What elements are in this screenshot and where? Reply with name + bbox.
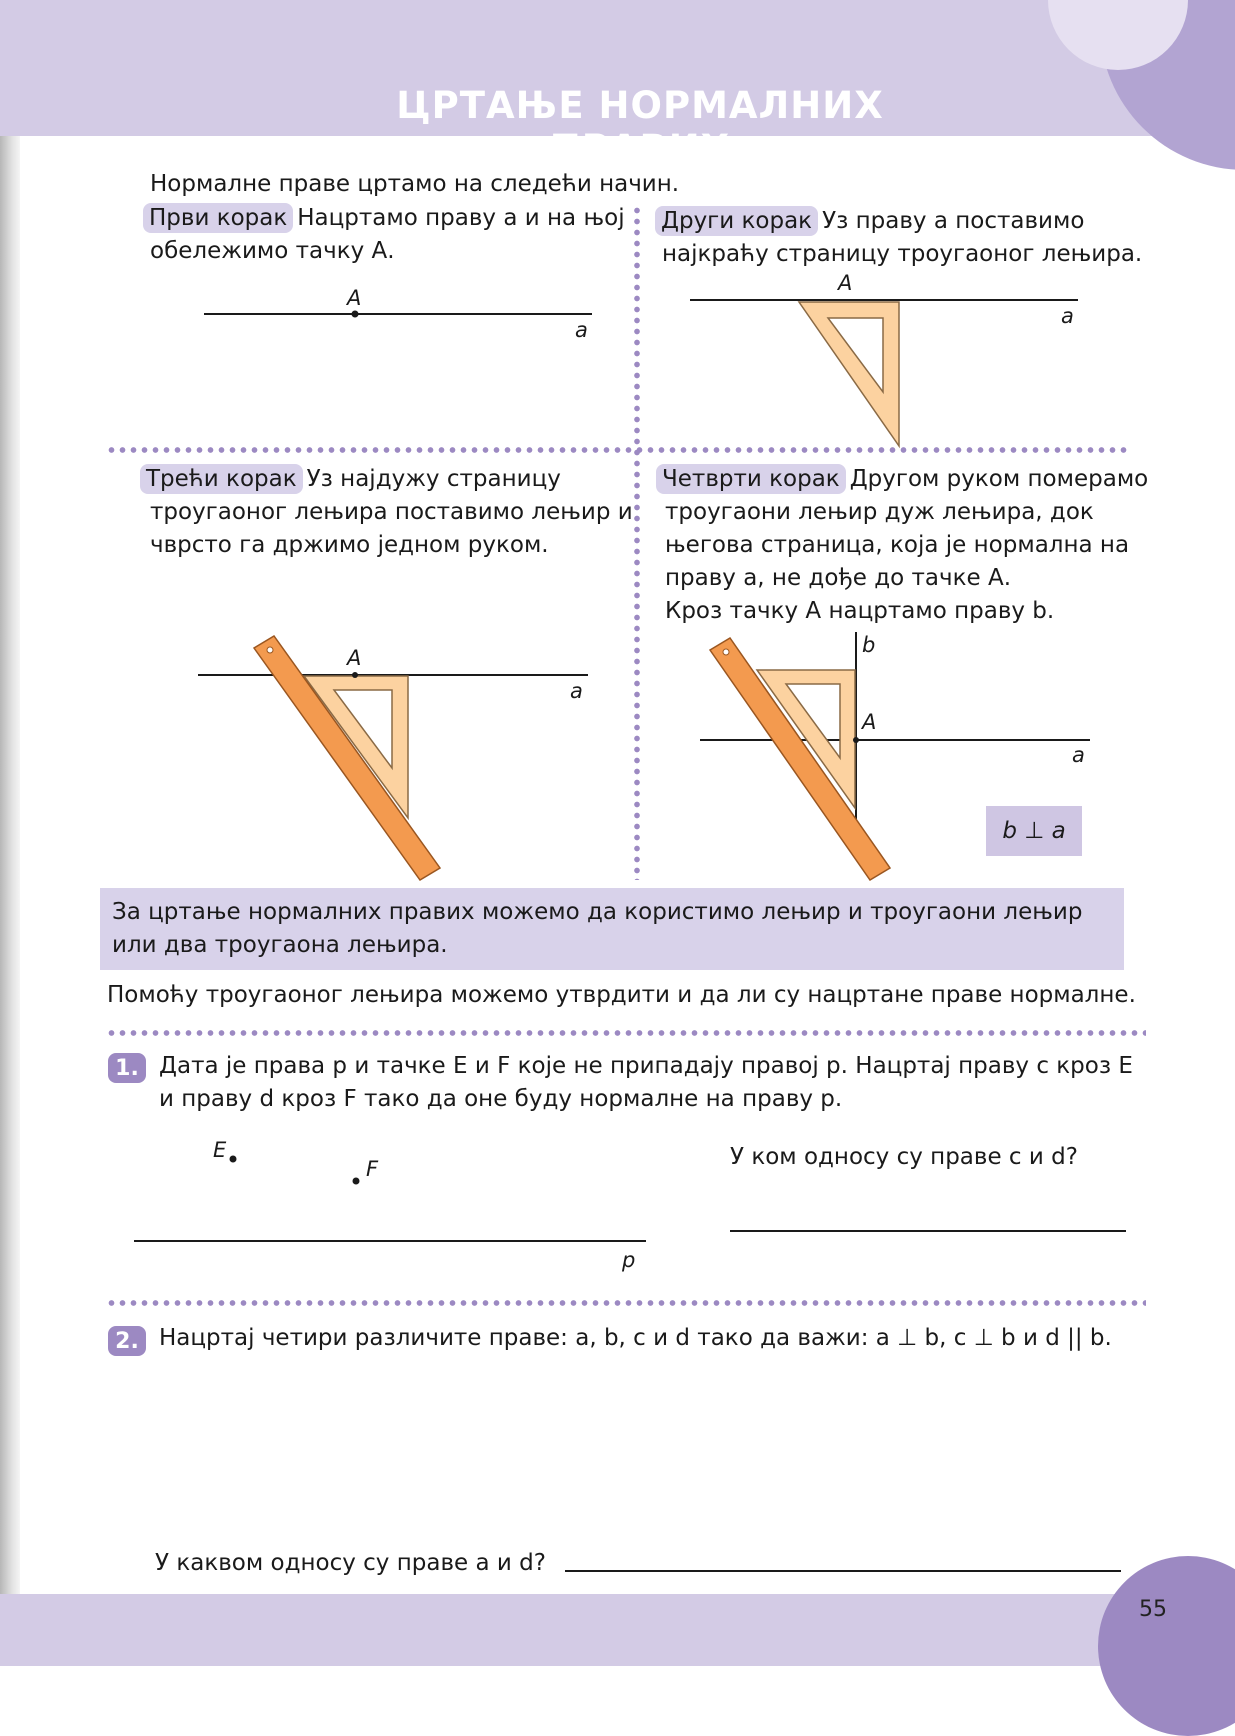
perpendicular-notation: b ⊥ a (986, 806, 1082, 856)
step-3-figure (198, 636, 588, 880)
task-1-line-2: и праву d кроз F тако да оне буду нормалне на праву p. (159, 1086, 843, 1112)
line-a-label: a (1061, 304, 1074, 328)
point-f (353, 1178, 360, 1185)
ruler-hole (723, 649, 729, 655)
line-a-label: a (575, 318, 588, 342)
step-1-figure (204, 286, 592, 342)
point-a (352, 311, 359, 318)
step-3-label: Трећи корак (140, 464, 303, 494)
step-3-line-1: Уз најдужу страницу (306, 466, 561, 492)
task-1-question: У ком односу су праве c и d? (730, 1144, 1078, 1170)
ruler-hole (267, 647, 273, 653)
line-a-label: a (1072, 743, 1085, 767)
line-p-label: p (622, 1248, 636, 1272)
point-e (230, 1156, 237, 1163)
step-1-line-1: Нацртамо праву а и на њој (297, 205, 625, 231)
set-square (304, 676, 408, 818)
point-a (352, 672, 358, 678)
task-2-question: У каквом односу су праве a и d? (155, 1550, 546, 1576)
step-4-line-5: Кроз тачку А нацртамо праву b. (665, 598, 1055, 624)
step-3-line-2: троугаоног лењира поставимо лењир и (150, 499, 633, 525)
line-a-label: a (570, 679, 583, 703)
task-1-line-1: Дата је права p и тачке E и F које не припадају правој p. Нацртај праву c кроз Е (159, 1053, 1133, 1079)
step-3-line-3: чврсто га држимо једном руком. (150, 532, 549, 558)
step-2-label: Други корак (655, 206, 818, 236)
info-box-line-2: или два троугаона лењира. (112, 932, 448, 958)
intro-text: Нормалне праве цртамо на следећи начин. (150, 171, 680, 197)
step-4-line-3: његова страница, која је нормална на (665, 532, 1130, 558)
page-title: ЦРТАЊЕ НОРМАЛНИХ ПРАВИХ (396, 84, 884, 170)
step-2-line-1: Уз праву а поставимо (822, 208, 1085, 234)
point-a (853, 737, 859, 743)
point-a-label: A (347, 286, 362, 310)
task-1-figure (134, 1138, 646, 1272)
step-1-label: Први корак (143, 203, 293, 233)
step-1-line-2: обележимо тачку А. (150, 238, 395, 264)
step-4-line-4: праву а, не дође до тачке А. (665, 565, 1011, 591)
footer-band (0, 1594, 1235, 1666)
step-4-label: Четврти корак (656, 464, 846, 494)
task-1-number: 1. (108, 1053, 146, 1083)
ruler (254, 636, 440, 880)
point-e-label: E (213, 1138, 227, 1162)
point-a-label: A (838, 271, 853, 295)
step-2-figure (690, 271, 1078, 446)
task-2-answer-line[interactable] (565, 1570, 1121, 1572)
note-text: Помоћу троугаоног лењира можемо утврдити и да ли су нацртане праве нормалне. (107, 982, 1136, 1008)
info-box-line-1: За цртање нормалних правих можемо да користимо лењир и троугаони лењир (112, 899, 1083, 925)
task-1-answer-line[interactable] (730, 1230, 1126, 1232)
step-2-line-2: најкраћу страницу троугаоног лењира. (662, 241, 1143, 267)
point-a-label: A (862, 710, 877, 734)
step-4-line-1: Другом руком померамо (849, 466, 1149, 492)
set-square (799, 302, 899, 446)
line-b-label: b (862, 633, 876, 657)
page-number: 55 (1139, 1597, 1167, 1622)
point-f-label: F (366, 1157, 379, 1181)
task-2-text: Нацртај четири различите праве: a, b, c и d тако да важи: a ⊥ b, c ⊥ b и d || b. (159, 1325, 1112, 1351)
task-2-number: 2. (108, 1326, 146, 1356)
step-4-line-2: троугаони лењир дуж лењира, док (665, 499, 1094, 525)
point-a-label: A (347, 646, 362, 670)
